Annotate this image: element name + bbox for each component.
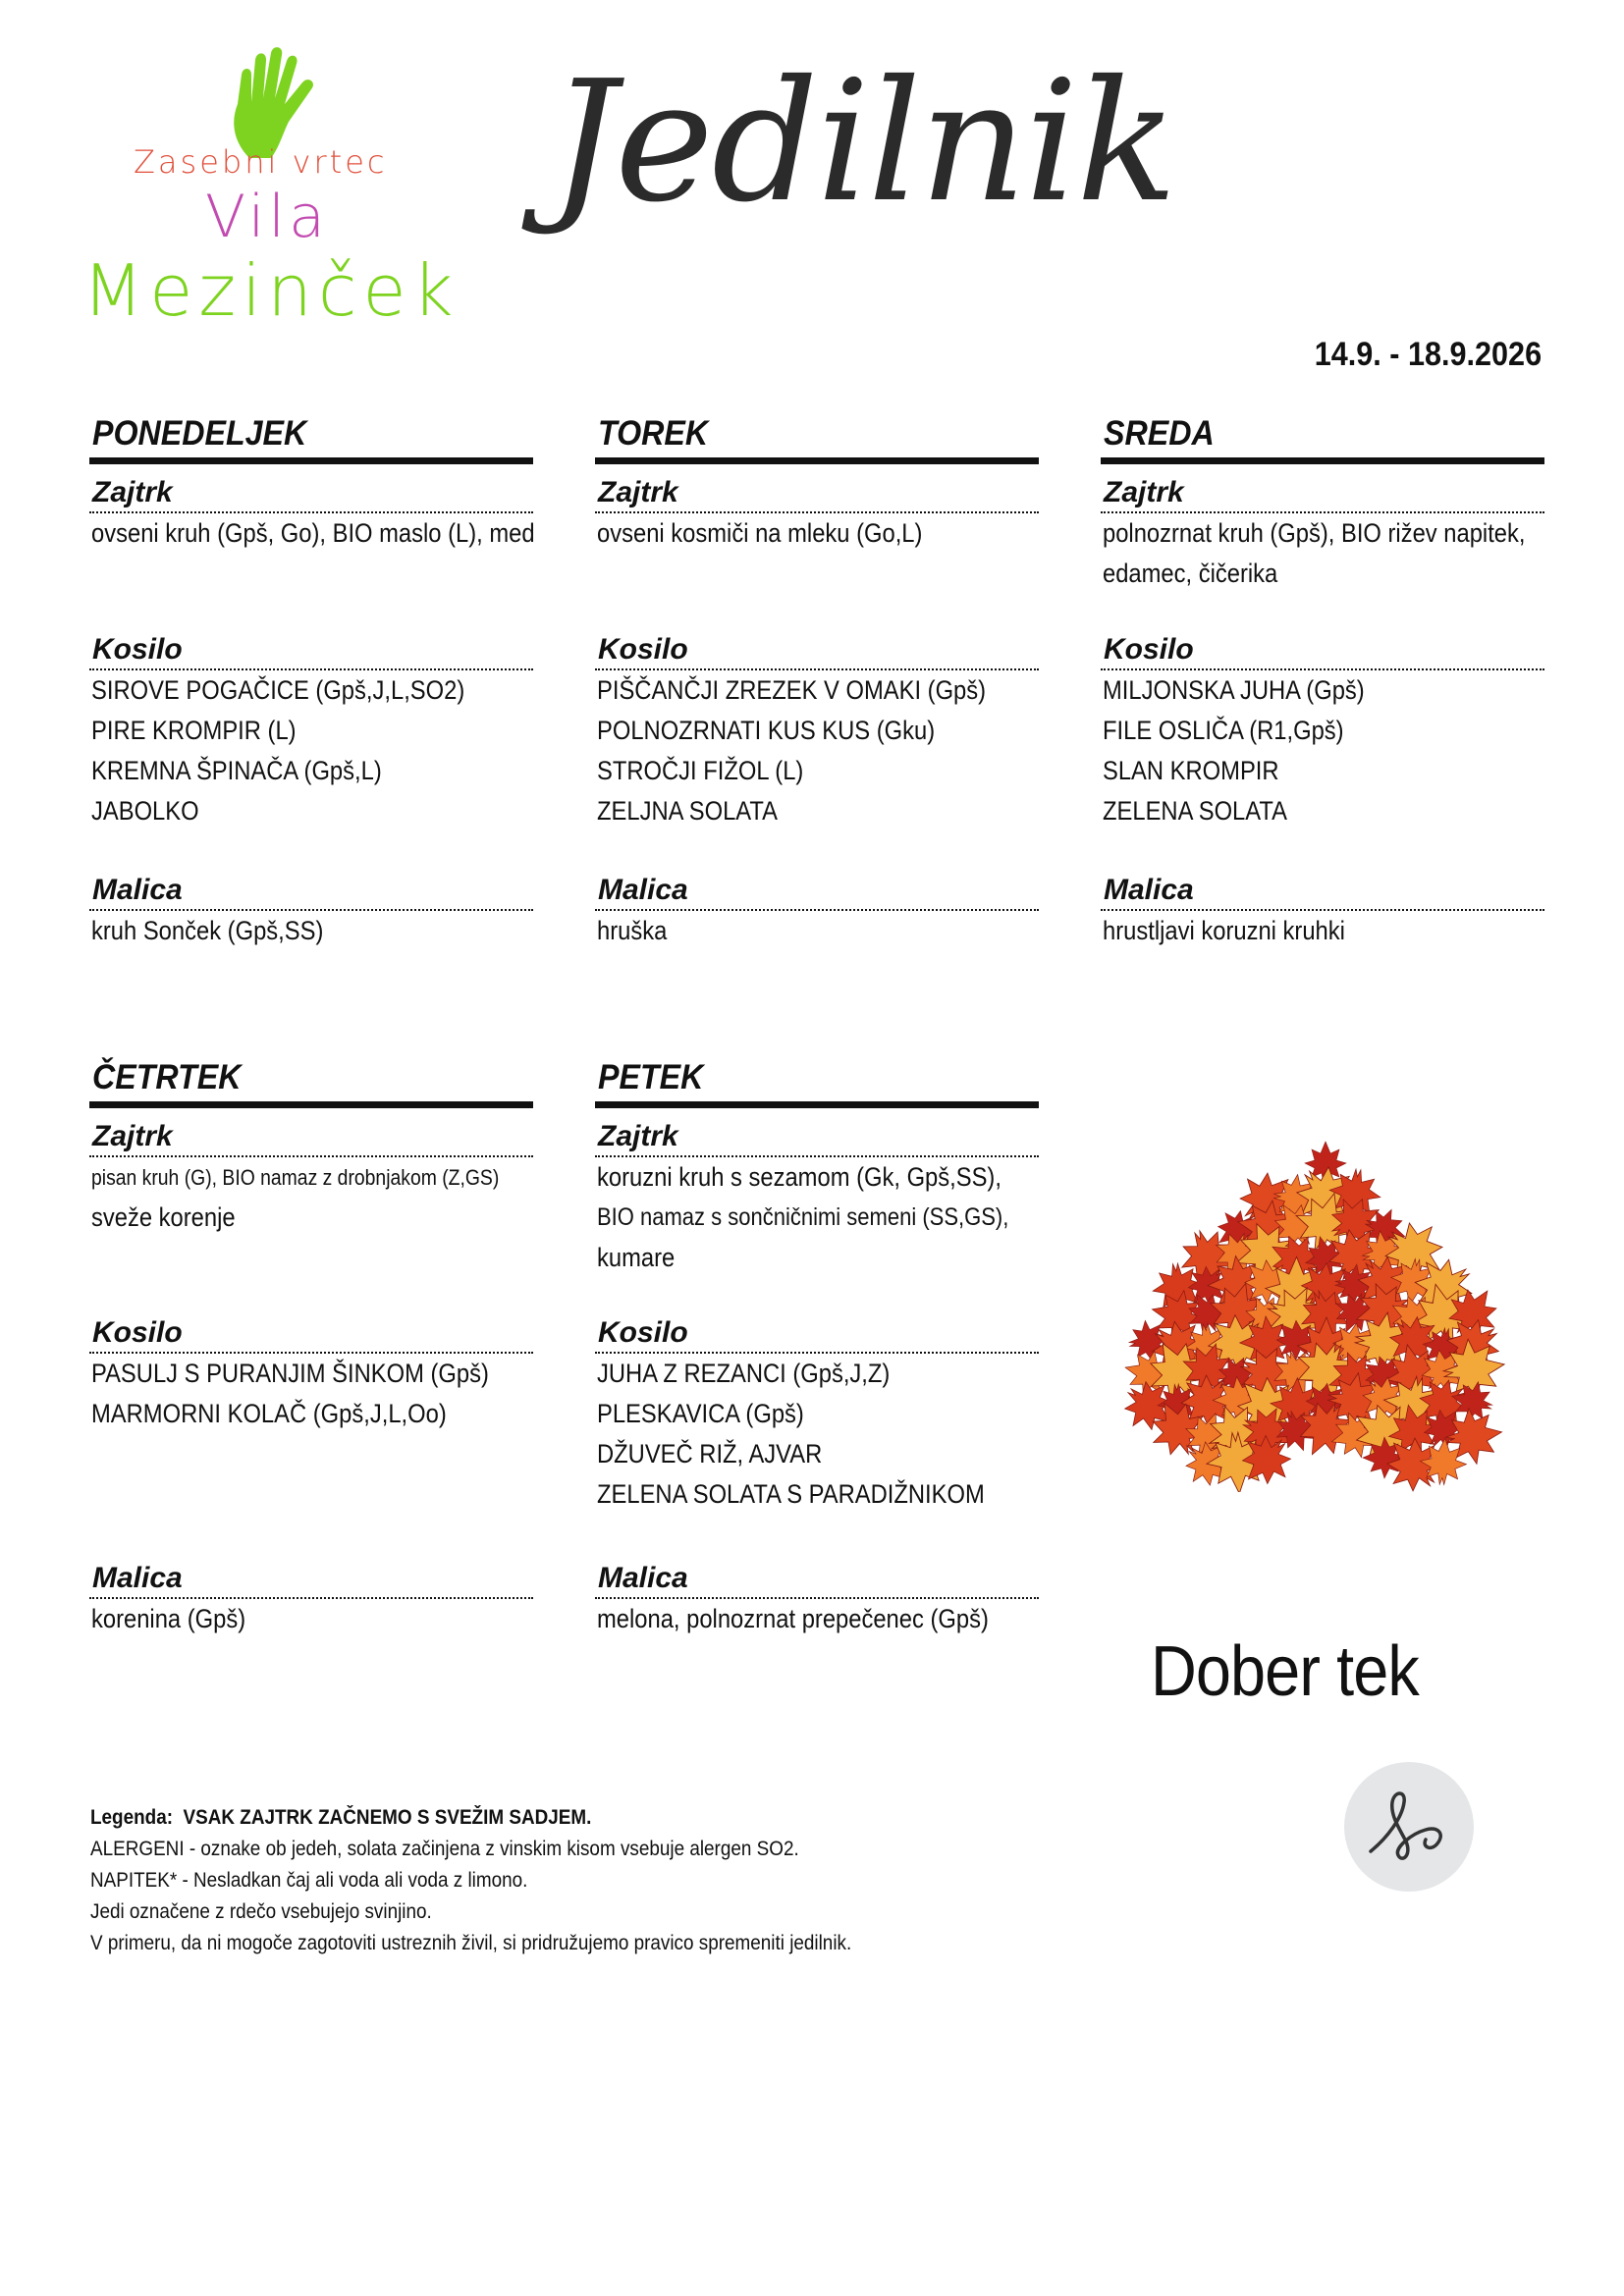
day-friday [595,1058,1039,1639]
menu-item: korenina (Gpš) [91,1604,246,1633]
menu-item: DŽUVEČ RIŽ, AJVAR [597,1439,823,1468]
meal-snack [595,872,1039,951]
menu-item: hruška [597,916,668,945]
meal-lunch [595,1314,1039,1560]
meal-breakfast [595,474,1039,631]
meal-breakfast [89,1118,533,1314]
menu-item: koruzni kruh s sezamom (Gk, Gpš,SS), [597,1162,1001,1192]
day-heading: SREDA [1101,414,1544,464]
legend-line: Jedi označene z rdečo vsebujejo svinjino. [90,1900,432,1923]
legend-line: NAPITEK* - Nesladkan čaj ali voda ali voda z limono. [90,1869,528,1892]
kindergarten-logo [82,35,460,332]
day-heading: ČETRTEK [89,1058,533,1108]
menu-item: ZELENA SOLATA [1103,796,1287,826]
menu-item: ZELJNA SOLATA [597,796,778,826]
menu-item: hrustljavi koruzni kruhki [1103,916,1345,945]
legend-headline: VSAK ZAJTRK ZAČNEMO S SVEŽIM SADJEM. [183,1806,592,1829]
meal-heading: Malica [89,872,533,911]
menu-item: polnozrnat kruh (Gpš), BIO rižev napitek, [1103,518,1526,548]
menu-item: MARMORNI KOLAČ (Gpš,J,L,Oo) [91,1399,447,1428]
menu-item: JABOLKO [91,796,199,826]
day-thursday [89,1058,533,1639]
menu-item: JUHA Z REZANCI (Gpš,J,Z) [597,1359,891,1388]
menu-item: STROČJI FIŽOL (L) [597,756,804,785]
meal-heading: Malica [1101,872,1544,911]
meal-breakfast [1101,474,1544,631]
meal-heading: Zajtrk [1101,474,1544,513]
menu-item: BIO namaz s sončničnimi semeni (SS,GS), [597,1203,1009,1231]
menu-item: melona, polnozrnat prepečenec (Gpš) [597,1604,989,1633]
menu-item: ZELENA SOLATA S PARADIŽNIKOM [597,1479,985,1509]
signature-icon [1343,1761,1475,1893]
menu-item: FILE OSLIČA (R1,Gpš) [1103,716,1344,745]
meal-heading: Kosilo [89,631,533,670]
menu-item: kruh Sonček (Gpš,SS) [91,916,324,945]
meal-heading: Kosilo [595,1314,1039,1354]
meal-breakfast [595,1118,1039,1314]
legend-line: V primeru, da ni mogoče zagotoviti ustreznih živil, si pridružujemo pravico spremeniti jedilnik. [90,1932,852,1954]
menu-item: edamec, čičerika [1103,559,1278,588]
meal-lunch [89,631,533,872]
menu-item: PIRE KROMPIR (L) [91,716,297,745]
day-heading: TOREK [595,414,1039,464]
menu-item: kumare [597,1243,676,1272]
logo-line-1: Zasebni vrtec [134,143,388,181]
page-title: Jedilnik [550,45,1176,240]
day-tuesday [595,414,1039,951]
meal-heading: Zajtrk [595,474,1039,513]
day-heading: PONEDELJEK [89,414,533,464]
meal-heading: Kosilo [89,1314,533,1354]
meal-heading: Malica [595,872,1039,911]
meal-snack [89,872,533,951]
closing-text: Dober tek [1151,1632,1419,1711]
legend-line: ALERGENI - oznake ob jedeh, solata začinjena z vinskim kisom vsebuje alergen SO2. [90,1838,799,1860]
date-range: 14.9. - 18.9.2026 [1314,336,1542,373]
menu-item: pisan kruh (G), BIO namaz z drobnjakom (Z,GS) [91,1165,500,1190]
menu-item: sveže korenje [91,1202,236,1232]
meal-lunch [1101,631,1544,872]
meal-heading: Malica [89,1560,533,1599]
meal-breakfast [89,474,533,631]
menu-item: PLESKAVICA (Gpš) [597,1399,804,1428]
meal-heading: Zajtrk [595,1118,1039,1157]
maple-leaf-heart-icon [1100,1134,1532,1492]
legend-label: Legenda: [90,1806,174,1829]
menu-item: PIŠČANČJI ZREZEK V OMAKI (Gpš) [597,675,987,705]
day-heading: PETEK [595,1058,1039,1108]
menu-item: ovseni kosmiči na mleku (Go,L) [597,518,923,548]
meal-snack [89,1560,533,1639]
menu-item: PASULJ S PURANJIM ŠINKOM (Gpš) [91,1359,489,1388]
meal-heading: Zajtrk [89,1118,533,1157]
logo-line-2: Vila [205,183,329,251]
meal-lunch [595,631,1039,872]
meal-heading: Kosilo [595,631,1039,670]
meal-snack [1101,872,1544,951]
menu-item: POLNOZRNATI KUS KUS (Gku) [597,716,936,745]
meal-heading: Zajtrk [89,474,533,513]
logo-line-3: Mezinček [82,249,460,332]
meal-heading: Kosilo [1101,631,1544,670]
menu-item: SLAN KROMPIR [1103,756,1279,785]
menu-item: SIROVE POGAČICE (Gpš,J,L,SO2) [91,675,465,705]
meal-heading: Malica [595,1560,1039,1599]
day-monday [89,414,533,951]
day-wednesday [1101,414,1544,951]
legend [90,1802,936,1959]
meal-snack [595,1560,1039,1639]
menu-item: MILJONSKA JUHA (Gpš) [1103,675,1365,705]
menu-item: KREMNA ŠPINAČA (Gpš,L) [91,756,382,785]
menu-item: ovseni kruh (Gpš, Go), BIO maslo (L), med [91,518,535,548]
meal-lunch [89,1314,533,1560]
